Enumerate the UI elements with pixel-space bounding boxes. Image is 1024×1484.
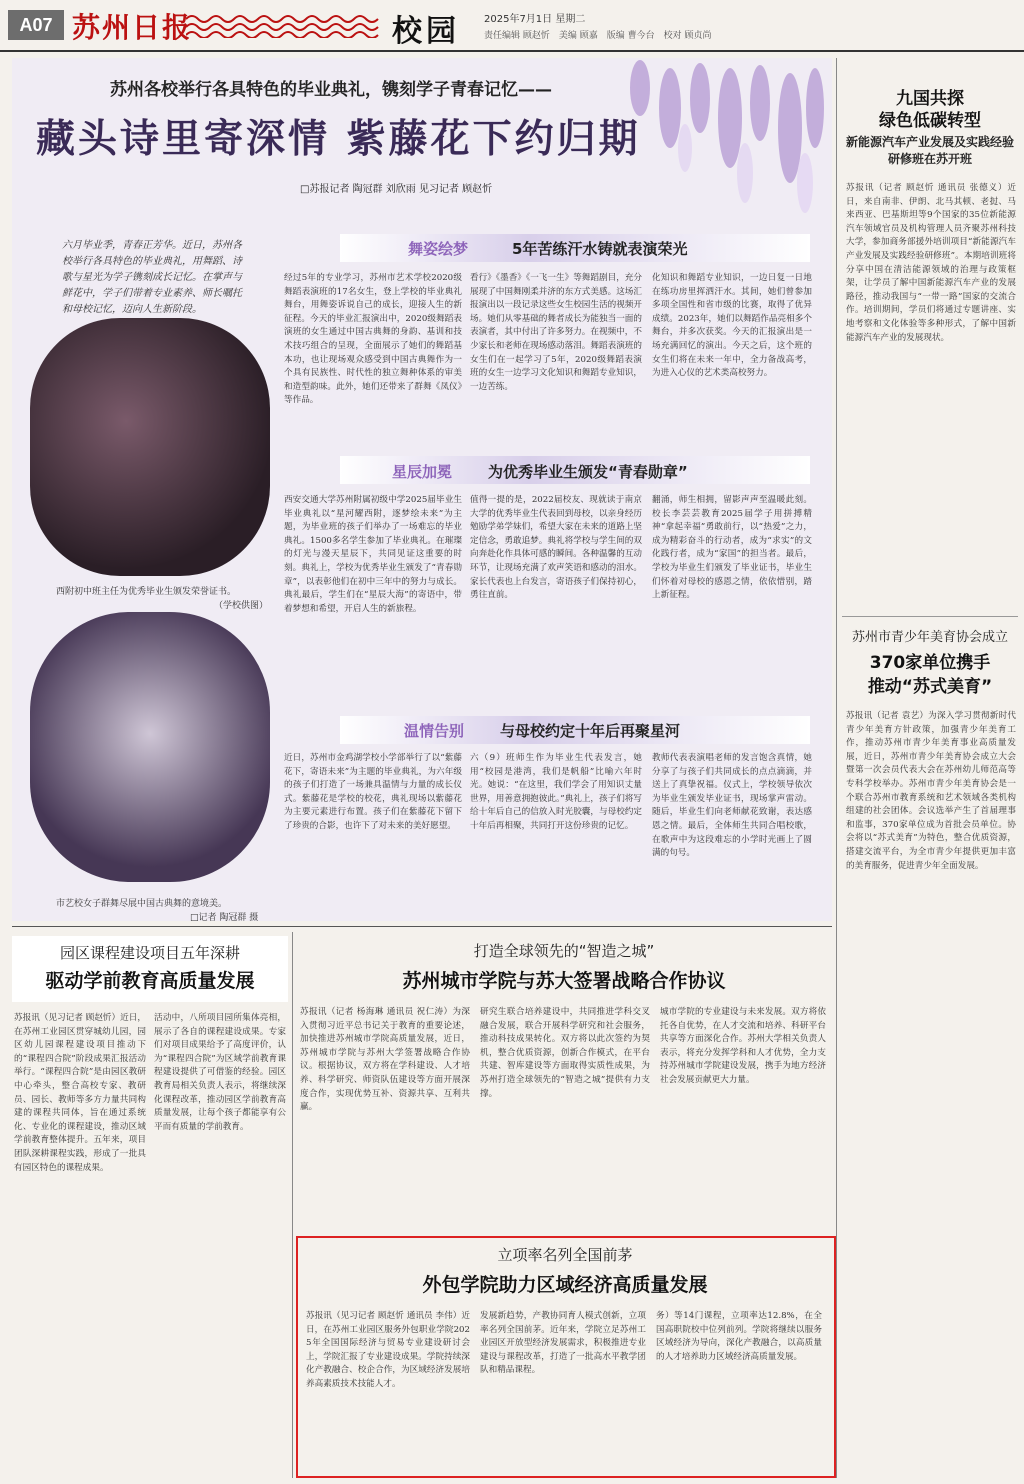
bottom-middle-kicker: 打造全球领先的“智造之城”: [473, 942, 655, 960]
photo2-credit: □记者 陶冠群 摄: [190, 913, 259, 923]
photo1-caption: 西附初中班主任为优秀毕业生颁发荣誉证书。: [56, 587, 237, 597]
page-number: A07: [8, 10, 64, 40]
feature-subtitle: 苏州各校举行各具特色的毕业典礼，镌刻学子青春记忆——: [110, 80, 552, 100]
section3-col2: 六（9）班师生作为毕业生代表发言，她用“校园是港湾，我们是帆船”比喻六年时光。她说：“在这里，我们学会了用知识丈量世界，用善意拥抱彼此。”典礼上，孩子们将写给十年后自己的信放入时光胶囊，与母校约定十年后再相聚，共同打开这份珍贵的记忆。: [470, 753, 642, 831]
column-divider: [836, 58, 837, 1478]
photo-dance-performance: [30, 612, 270, 882]
sidebar-top-subtitle: 新能源汽车产业发展及实践经验研修班在苏开班: [846, 135, 1015, 166]
section-title-3: 与母校约定十年后再聚星河: [500, 722, 681, 740]
boxed-article-title: 外包学院助力区域经济高质量发展: [422, 1274, 708, 1296]
sidebar-bottom-body: 苏报讯（记者 袁艺）为深入学习贯彻新时代青少年美育方针政策，加强青少年美育工作，推动苏州市青少年美育事业高质量发展，近日，苏州市青少年美育协会成立大会暨第一次会员代表大会在苏州幼儿师范高等专科学校举办。苏州市青少年美育协会是一个联合苏州市教育系统和艺术领域各类机构组建的社会团体。会议选举产生了首届理事和监事，370家单位成为首批会员单位。协会将以“苏式美育”为特色，整合优质资源，搭建交流平台，为全市青少年提供更加丰富的美育服务，促进青少年全面发展。: [846, 711, 1016, 871]
sidebar-bottom-title2: 推动“苏式美育”: [867, 677, 993, 697]
issue-date: 2025年7月1日 星期二: [484, 14, 586, 25]
section3-col3: 教师代表表演唱老师的发言饱含真情，她分享了与孩子们共同成长的点点滴滴，并送上了真挚祝福。仪式上，学校领导依次为毕业生颁发毕业证书，现场掌声雷动。随后，毕业生们向老师献花致谢，表达感恩之情。最后，全体师生共同合唱校歌，在歌声中为这段难忘的小学时光画上了圆满的句号。: [652, 753, 812, 859]
section2-col1: 西安交通大学苏州附属初级中学2025届毕业生毕业典礼以“星河耀西附，逐梦绘未来”为主题，为毕业班的孩子们举办了一场难忘的毕业典礼。1500多名学生参加了毕业典礼。在璀璨的灯光与漫天星辰下，共同见证这重要的时刻。典礼上，学校为优秀毕业生颁发了“青春勋章”，以表彰他们在初中三年中的努力与成长。典礼最后，学生们在“星辰大海”的寄语中，带着梦想和希望，开启人生的新旅程。: [284, 495, 462, 614]
bottom-left-col2: 活动中，八所项目园所集体亮相，展示了各自的课程建设成果。专家们对项目成果给予了高度评价，认为“课程四合院”为区域学前教育课程建设提供了可借鉴的经验。园区教育局相关负责人表示，将继续深化课程改革，推动园区学前教育高质量发展，让每个孩子都能享有公平而有质量的学前教育。: [154, 1013, 286, 1132]
section1-col2: 看行》《墨香》《一飞一生》等舞蹈剧目，充分展现了中国舞刚柔并济的东方式美感。这场汇报演出以一段记录这些女生校园生活的视频开场。她们从零基础的舞者成长为能独当一面的表演者，其中付出了许多努力。在视频中，不少家长和老师在现场感动落泪。舞蹈表演班的女生们在一起学习了5年，2020级舞蹈表演班的女生一边学习文化知识和舞蹈专业知识，一边苦练。: [470, 273, 642, 392]
boxed-article-kicker: 立项率名列全国前茅: [497, 1246, 633, 1264]
section-tag-2: 星辰加冕: [392, 463, 453, 481]
section-tag-3: 温情告别: [404, 722, 465, 740]
boxed-article-col2: 发展新趋势，产教协同育人模式创新，立项率名列全国前茅。近年来，学院立足苏州工业园区开放型经济发展需求，积极推进专业建设与课程改革，打造了一批高水平教学团队和精品课程。: [480, 1311, 646, 1376]
editor-credits: 责任编辑 顾赵忻 美编 顾嘉 版编 曹今台 校对 顾贞尚: [484, 31, 712, 41]
bottom-column-divider: [292, 932, 293, 1478]
section1-col1: 经过5年的专业学习，苏州市艺术学校2020级舞蹈表演班的17名女生，登上学校的毕业典礼舞台，用舞姿诉说自己的成长，迎接人生的新征程。今天的毕业汇报演出中，2020级舞蹈表演班的女生通过中国古典舞的身韵、基训和技术技巧组合的呈现，全面展示了她们的舞蹈基本功，也让现场观众感受到中国古典舞作为一个具有民族性、时代性的独立舞种体系的审美和造型韵味。此外，她们还带来了群舞《凤仪》等作品。: [284, 273, 462, 406]
section-name: 校园: [392, 14, 460, 49]
sidebar-top-title1: 九国共探: [896, 89, 964, 109]
bottom-divider: [12, 926, 832, 927]
paper-logo: 苏州日报: [72, 11, 193, 44]
section-tag-1: 舞姿绘梦: [408, 240, 469, 258]
sidebar-bottom-kicker: 苏州市青少年美育协会成立: [851, 630, 1008, 645]
section2-col3: 翻涌，师生相拥，留影声声至温暖此刻。校长李芸芸教育2025届学子用拼搏精神“拿起幸福”勇敢前行，以“热爱”之力，成为精彩奋斗的行动者，成为“求实”的文化践行者，成为“家国”的担当者。最后，学校为毕业生们颁发了毕业证书，毕业生们怀着对母校的感恩之情，依依惜别，踏上新征程。: [652, 495, 812, 601]
photo1-credit: （学校供图）: [214, 601, 269, 611]
sidebar-top-title2: 绿色低碳转型: [879, 111, 981, 131]
bottom-left-title1: 园区课程建设项目五年深耕: [59, 944, 240, 962]
section2-col2: 值得一提的是，2022届校友、现就读于南京大学的优秀毕业生代表回到母校，以亲身经历勉励学弟学妹们，希望大家在未来的道路上坚定信念，勇敢追梦。典礼将学校与学生间的双向奔赴化作具体可感的瞬间。各种温馨的互动环节，让现场充满了欢声笑语和感动的泪水。家长代表也上台发言，寄语孩子们保持初心，勇往直前。: [470, 495, 642, 601]
boxed-article-col1: 苏报讯（见习记者 顾赵忻 通讯员 李伟）近日，在苏州工业园区服务外包职业学院2025年全国国际经济与贸易专业建设研讨会上，学院汇报了专业建设成果。学院持续深化产教融合、校企合作，为区域经济发展培养高素质技术技能人才。: [306, 1311, 470, 1389]
section1-col3: 化知识和舞蹈专业知识，一边日复一日地在练功房里挥洒汗水。其间，她们曾参加多项全国性和省市级的比赛，取得了优异成绩。2023年，她们以舞蹈作品亮相多个舞台，并多次获奖。今天的汇报演出是一场充满回忆的演出。今天之后，这个班的女生们将在未来一年中，全力备战高考，为进入心仪的艺术类高校努力。: [652, 273, 812, 379]
wave-ornament: [186, 12, 386, 38]
feature-intro: 六月毕业季，青春正芳华。近日，苏州各校举行各具特色的毕业典礼，用舞蹈、诗歌与星光为学子镌刻成长记忆。在掌声与鲜花中，学子们带着专业素养、师长嘱托和母校记忆，迈向人生新阶段。: [62, 240, 242, 315]
bottom-middle-col2: 研究生联合培养建设中，共同推进学科交叉融合发展，联合开展科学研究和社会服务，推动科技成果转化。双方将以此次签约为契机，整合优质资源，创新合作模式，在平台共建、智库建设等方面取得实质性成果，为苏州打造全球领先的“智造之城”提供有力支撑。: [480, 1007, 650, 1099]
sidebar-top-body: 苏报讯（记者 顾赵忻 通讯员 张德义）近日，来自南非、伊朗、北马其顿、老挝、马来西亚、巴基斯坦等9个国家的35位新能源汽车领域官员及机构管理人员齐聚苏州科技大学，参加商务部援外培训项目“新能源汽车产业发展及实践经验研修班”。本期培训班将分享中国在清洁能源领域的治理与政策框架，让学员了解中国新能源汽车产业的发展路径，推动我国与“一带一路”国家的交流合作。培训期间，学员们将通过专题讲座、实地考察和文化体验等多种形式，了解中国新能源汽车产业的发展现状。: [846, 183, 1016, 343]
bottom-middle-col1: 苏报讯（记者 杨海琳 通讯员 祝仁涛）为深入贯彻习近平总书记关于教育的重要论述，加快推进苏州城市学院高质量发展，近日，苏州城市学院与苏州大学签署战略合作协议。根据协议，双方将在学科建设、人才培养、科学研究、师资队伍建设等方面开展深度合作，实现优势互补、资源共享、互利共赢。: [300, 1007, 470, 1113]
bottom-middle-title: 苏州城市学院与苏大签署战略合作协议: [402, 970, 726, 992]
photo-graduation-ceremony: [30, 318, 270, 576]
section-title-2: 为优秀毕业生颁发“青春勋章”: [488, 463, 688, 481]
section-title-1: 5年苦练汗水铸就表演荣光: [512, 240, 688, 258]
sidebar-bottom-title1: 370家单位携手: [869, 653, 991, 673]
bottom-left-col1: 苏报讯（见习记者 顾赵忻）近日，在苏州工业园区贯穿城幼儿园，园区幼儿园课程建设项目推动下的“课程四合院”阶段成果汇报活动举行。“课程四合院”是由园区教研中心牵头，整合高校专家、教研员、园长、教师等多方力量共同构建的课程共同体，旨在通过系统化、专业化的课程建设，推动区域学前教育整体提升。五年来，项目团队深耕课程实践，形成了一批具有园区特色的课程成果。: [14, 1013, 146, 1173]
bottom-middle-col3: 城市学院的专业建设与未来发展。双方将依托各自优势，在人才交流和培养、科研平台共享等方面深化合作。苏州大学相关负责人表示，将充分发挥学科和人才优势，全力支持苏州城市学院建设发展，携手为地方经济社会发展贡献更大力量。: [660, 1007, 826, 1085]
sidebar-divider: [842, 616, 1018, 617]
photo2-caption: 市艺校女子群舞尽展中国古典舞的意境美。: [56, 899, 228, 909]
section3-col1: 近日，苏州市金鸡湖学校小学部举行了以“紫藤花下，寄语未来”为主题的毕业典礼，为六年级的孩子们打造了一场兼具温情与力量的成长仪式。紫藤花是学校的校花，典礼现场以紫藤花为主要元素进行布置。孩子们在紫藤花下留下了珍贵的合影，也许下了对未来的美好愿望。: [284, 753, 462, 831]
boxed-article-col3: 务）等14门课程，立项率达12.8%，在全国高职院校中位列前列。学院将继续以服务区域经济为导向，深化产教融合，以高质量的人才培养助力区域经济高质量发展。: [656, 1311, 822, 1362]
feature-byline: □苏报记者 陶冠群 刘欣雨 见习记者 顾赵忻: [300, 184, 493, 195]
feature-title: 藏头诗里寄深情 紫藤花下约归期: [36, 116, 641, 162]
bottom-left-title2: 驱动学前教育高质量发展: [45, 970, 255, 992]
